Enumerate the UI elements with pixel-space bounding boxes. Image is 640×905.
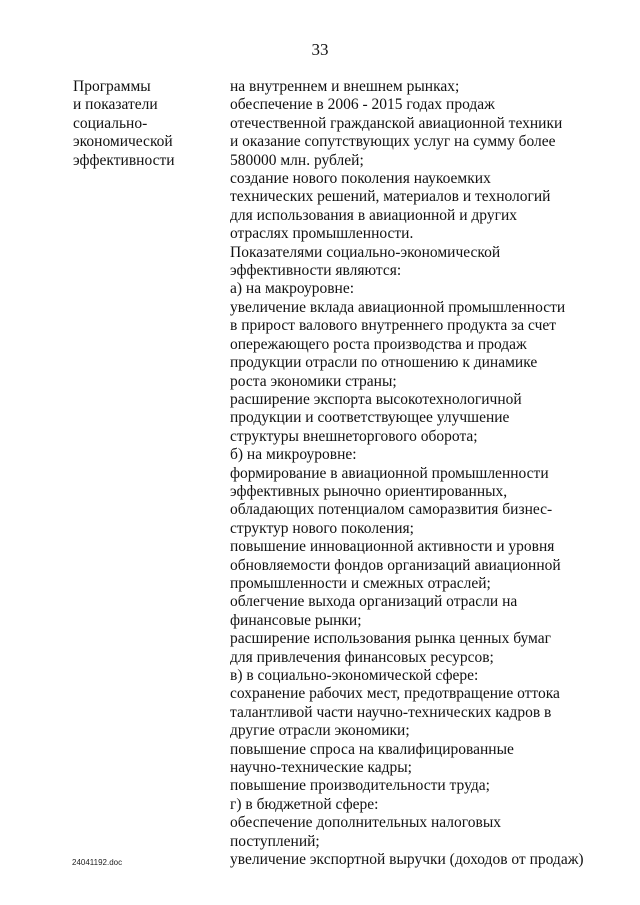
- body-text-line: структур нового поколения;: [230, 519, 414, 537]
- body-text-line: финансовые рынки;: [230, 611, 362, 629]
- body-text-line: роста экономики страны;: [230, 372, 397, 390]
- body-text-line: технических решений, материалов и технологий: [230, 188, 551, 206]
- section-label-line: экономической: [73, 133, 173, 151]
- body-text-line: в) в социально-экономической сфере:: [230, 667, 479, 684]
- body-text-line: для привлечения финансовых ресурсов;: [230, 648, 494, 666]
- body-text-line: обеспечение дополнительных налоговых: [230, 814, 501, 832]
- body-text-line: увеличение экспортной выручки (доходов от продаж): [230, 851, 584, 869]
- section-label-line: и показатели: [73, 96, 158, 114]
- body-text-line: а) на макроуровне:: [230, 280, 355, 298]
- body-text-line: продукции отрасли по отношению к динамике: [230, 354, 538, 372]
- body-text-line: в прирост валового внутреннего продукта за счет: [230, 317, 557, 335]
- document-filename: 24041192.doc: [72, 858, 123, 867]
- body-text-line: расширение использования рынка ценных бумаг: [230, 630, 551, 648]
- section-label: [73, 78, 213, 170]
- body-text-line: повышение инновационной активности и уровня: [230, 538, 555, 556]
- body-text-line: облегчение выхода организаций отрасли на: [230, 593, 518, 611]
- body-text-line: увеличение вклада авиационной промышленности: [230, 298, 566, 316]
- section-label-line: социально-: [73, 114, 148, 132]
- body-text-line: обладающих потенциалом саморазвития бизнес-: [230, 501, 553, 519]
- body-text-line: для использования в авиационной и других: [230, 206, 517, 224]
- body-text-line: сохранение рабочих мест, предотвращение оттока: [230, 685, 560, 703]
- body-text-line: эффективности являются:: [230, 262, 402, 280]
- body-text-line: поступлений;: [230, 832, 320, 850]
- body-text-line: опережающего роста производства и продаж: [230, 335, 527, 353]
- body-text-line: талантливой части научно-технических кадров в: [230, 703, 552, 721]
- body-text-line: отечественной гражданской авиационной техники: [230, 114, 563, 132]
- body-text-line: промышленности и смежных отраслей;: [230, 574, 491, 592]
- body-text-line: другие отрасли экономики;: [230, 722, 410, 740]
- body-text-line: формирование в авиационной промышленности: [230, 464, 549, 482]
- body-text-line: эффективных рыночно ориентированных,: [230, 482, 508, 500]
- body-text-line: Показателями социально-экономической: [230, 243, 501, 261]
- page-number: 33: [311, 40, 329, 59]
- body-text-line: повышение спроса на квалифицированные: [230, 740, 514, 758]
- body-text-line: расширение экспорта высокотехнологичной: [230, 390, 522, 408]
- section-label-line: эффективности: [73, 151, 175, 169]
- body-text-line: и оказание сопутствующих услуг на сумму более: [230, 133, 556, 151]
- body-text-line: 580000 млн. рублей;: [230, 151, 364, 169]
- body-text-line: создание нового поколения наукоемких: [230, 170, 491, 188]
- body-text-line: продукции и соответствующее улучшение: [230, 409, 510, 427]
- body-text-line: обновляемости фондов организаций авиационной: [230, 556, 561, 574]
- body-text-line: повышение производительности труда;: [230, 777, 490, 795]
- body-text-line: научно-технические кадры;: [230, 759, 412, 777]
- body-text-line: отраслях промышленности.: [230, 225, 414, 243]
- body-text-line: на внутреннем и внешнем рынках;: [230, 78, 460, 95]
- body-text: [230, 78, 620, 869]
- body-text-line: обеспечение в 2006 - 2015 годах продаж: [230, 96, 495, 114]
- section-label-line: Программы: [73, 78, 151, 95]
- body-text-line: б) на микроуровне:: [230, 446, 357, 464]
- body-text-line: структуры внешнеторгового оборота;: [230, 427, 478, 445]
- body-text-line: г) в бюджетной сфере:: [230, 795, 379, 813]
